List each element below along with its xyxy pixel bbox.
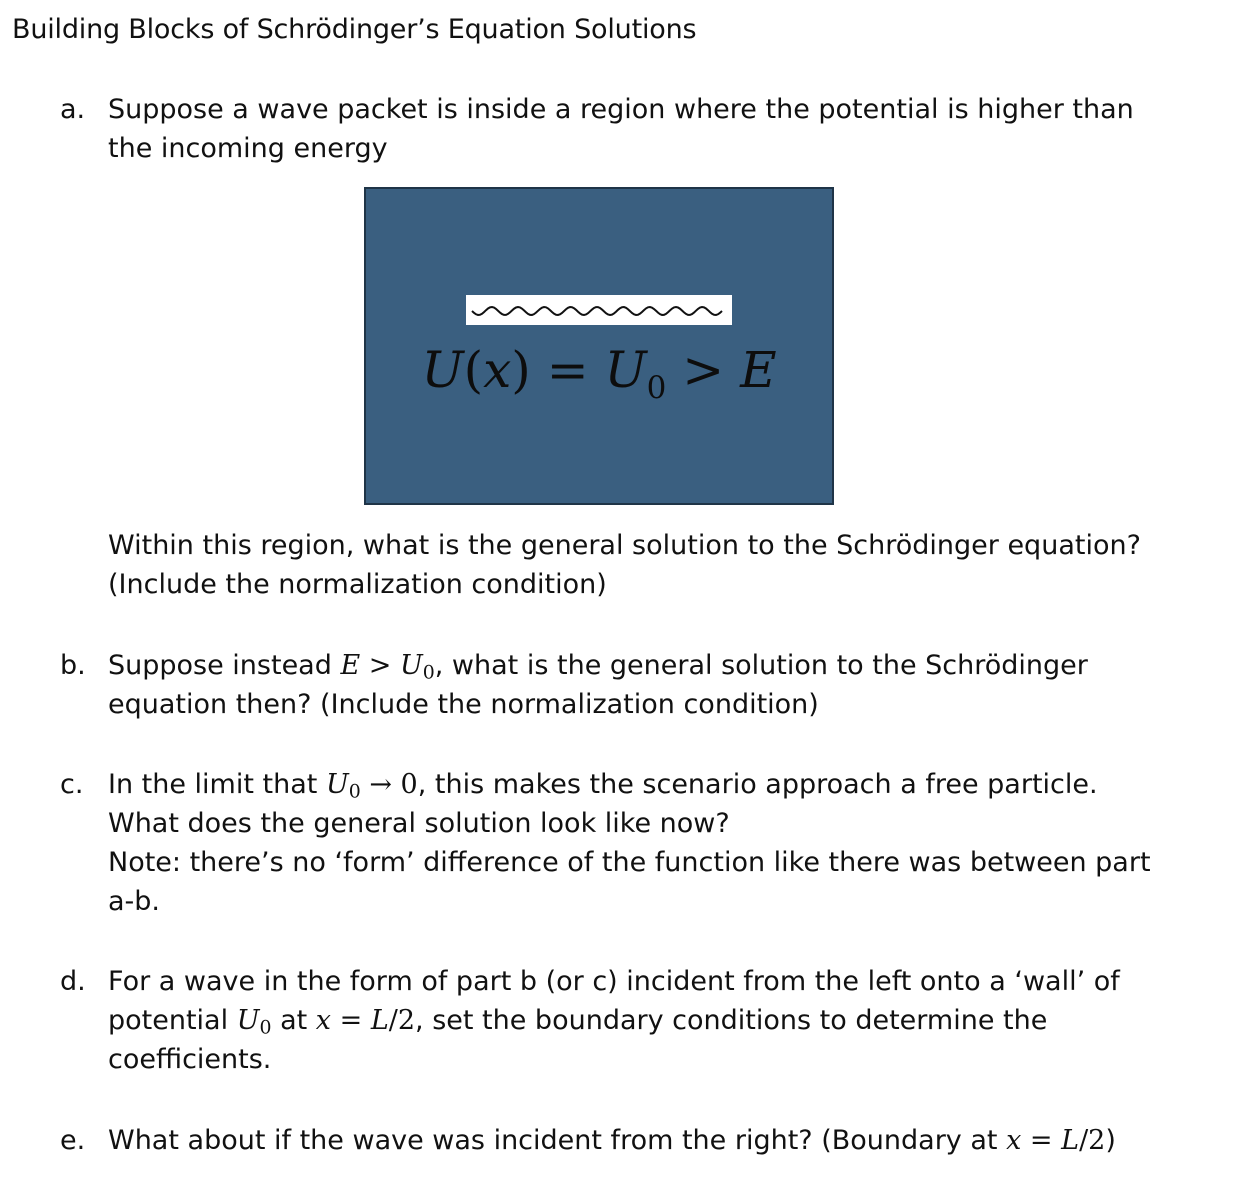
item-c-line2: What does the general solution look like now? <box>108 808 730 839</box>
item-a-question <box>108 526 1141 604</box>
item-a-line2: the incoming energy <box>108 133 388 164</box>
item-a <box>60 90 1220 168</box>
item-d-line3: coefficients. <box>108 1044 272 1075</box>
item-c-line1: In the limit that $U_0 \to 0$, this makes the scenario approach a free particle. <box>108 769 1098 803</box>
potential-region-figure <box>364 187 834 505</box>
item-b-label: b. <box>60 650 86 681</box>
item-e-line1: What about if the wave was incident from the right? (Boundary at x = L/2) <box>108 1125 1116 1156</box>
item-d-text-mid: at <box>271 1005 316 1036</box>
math-x-eq-l2: x <box>315 1005 332 1036</box>
item-b-line2: equation then? (Include the normalization condition) <box>108 689 819 720</box>
item-a-line1: Suppose a wave packet is inside a region where the potential is higher than <box>108 94 1134 125</box>
item-d-label: d. <box>60 966 86 997</box>
item-d-text-post: , set the boundary conditions to determine the <box>415 1005 1048 1036</box>
math-boundary-x-eq-l2: x <box>1006 1125 1022 1156</box>
item-e-text-pre: What about if the wave was incident from the right? (Boundary at <box>108 1125 1007 1156</box>
math-e-gt-u0: E <box>340 650 361 681</box>
item-d <box>60 962 1220 1079</box>
item-c-label: c. <box>60 769 84 800</box>
item-e <box>60 1121 1220 1160</box>
wave-packet-strip <box>466 295 732 325</box>
page-title: Building Blocks of Schrödinger’s Equation Solutions <box>12 14 697 45</box>
math-u0-to-zero: U <box>325 769 349 800</box>
item-b-text-pre: Suppose instead <box>108 650 341 681</box>
item-c-text-pre: In the limit that <box>108 769 326 800</box>
item-d-line1: For a wave in the form of part b (or c) incident from the left onto a ‘wall’ of <box>108 966 1120 997</box>
item-c <box>60 765 1220 921</box>
item-b <box>60 646 1220 724</box>
item-e-label: e. <box>60 1125 86 1156</box>
item-a-question-line1: Within this region, what is the general solution to the Schrödinger equation? <box>108 530 1141 561</box>
item-c-text-post: , this makes the scenario approach a free particle. <box>417 769 1098 800</box>
item-d-line2: potential $U_0$ at x = L/2, set the boundary conditions to determine the <box>108 1005 1048 1039</box>
item-a-question-line2: (Include the normalization condition) <box>108 569 607 600</box>
item-b-text-post: , what is the general solution to the Schrödinger <box>434 650 1088 681</box>
item-a-label: a. <box>60 94 86 125</box>
wave-packet-icon <box>466 295 732 325</box>
math-u0: U <box>236 1005 260 1036</box>
item-e-text-post: ) <box>1105 1125 1116 1156</box>
item-c-line4: a-b. <box>108 886 161 917</box>
item-c-line3: Note: there’s no ‘form’ difference of the function like there was between part <box>108 847 1151 878</box>
potential-equation: $U(x) = U_0 > E$ <box>421 341 777 406</box>
item-d-text-pre: potential <box>108 1005 237 1036</box>
item-b-line1: Suppose instead $E > U_0$, what is the general solution to the Schrödinger <box>108 650 1088 684</box>
